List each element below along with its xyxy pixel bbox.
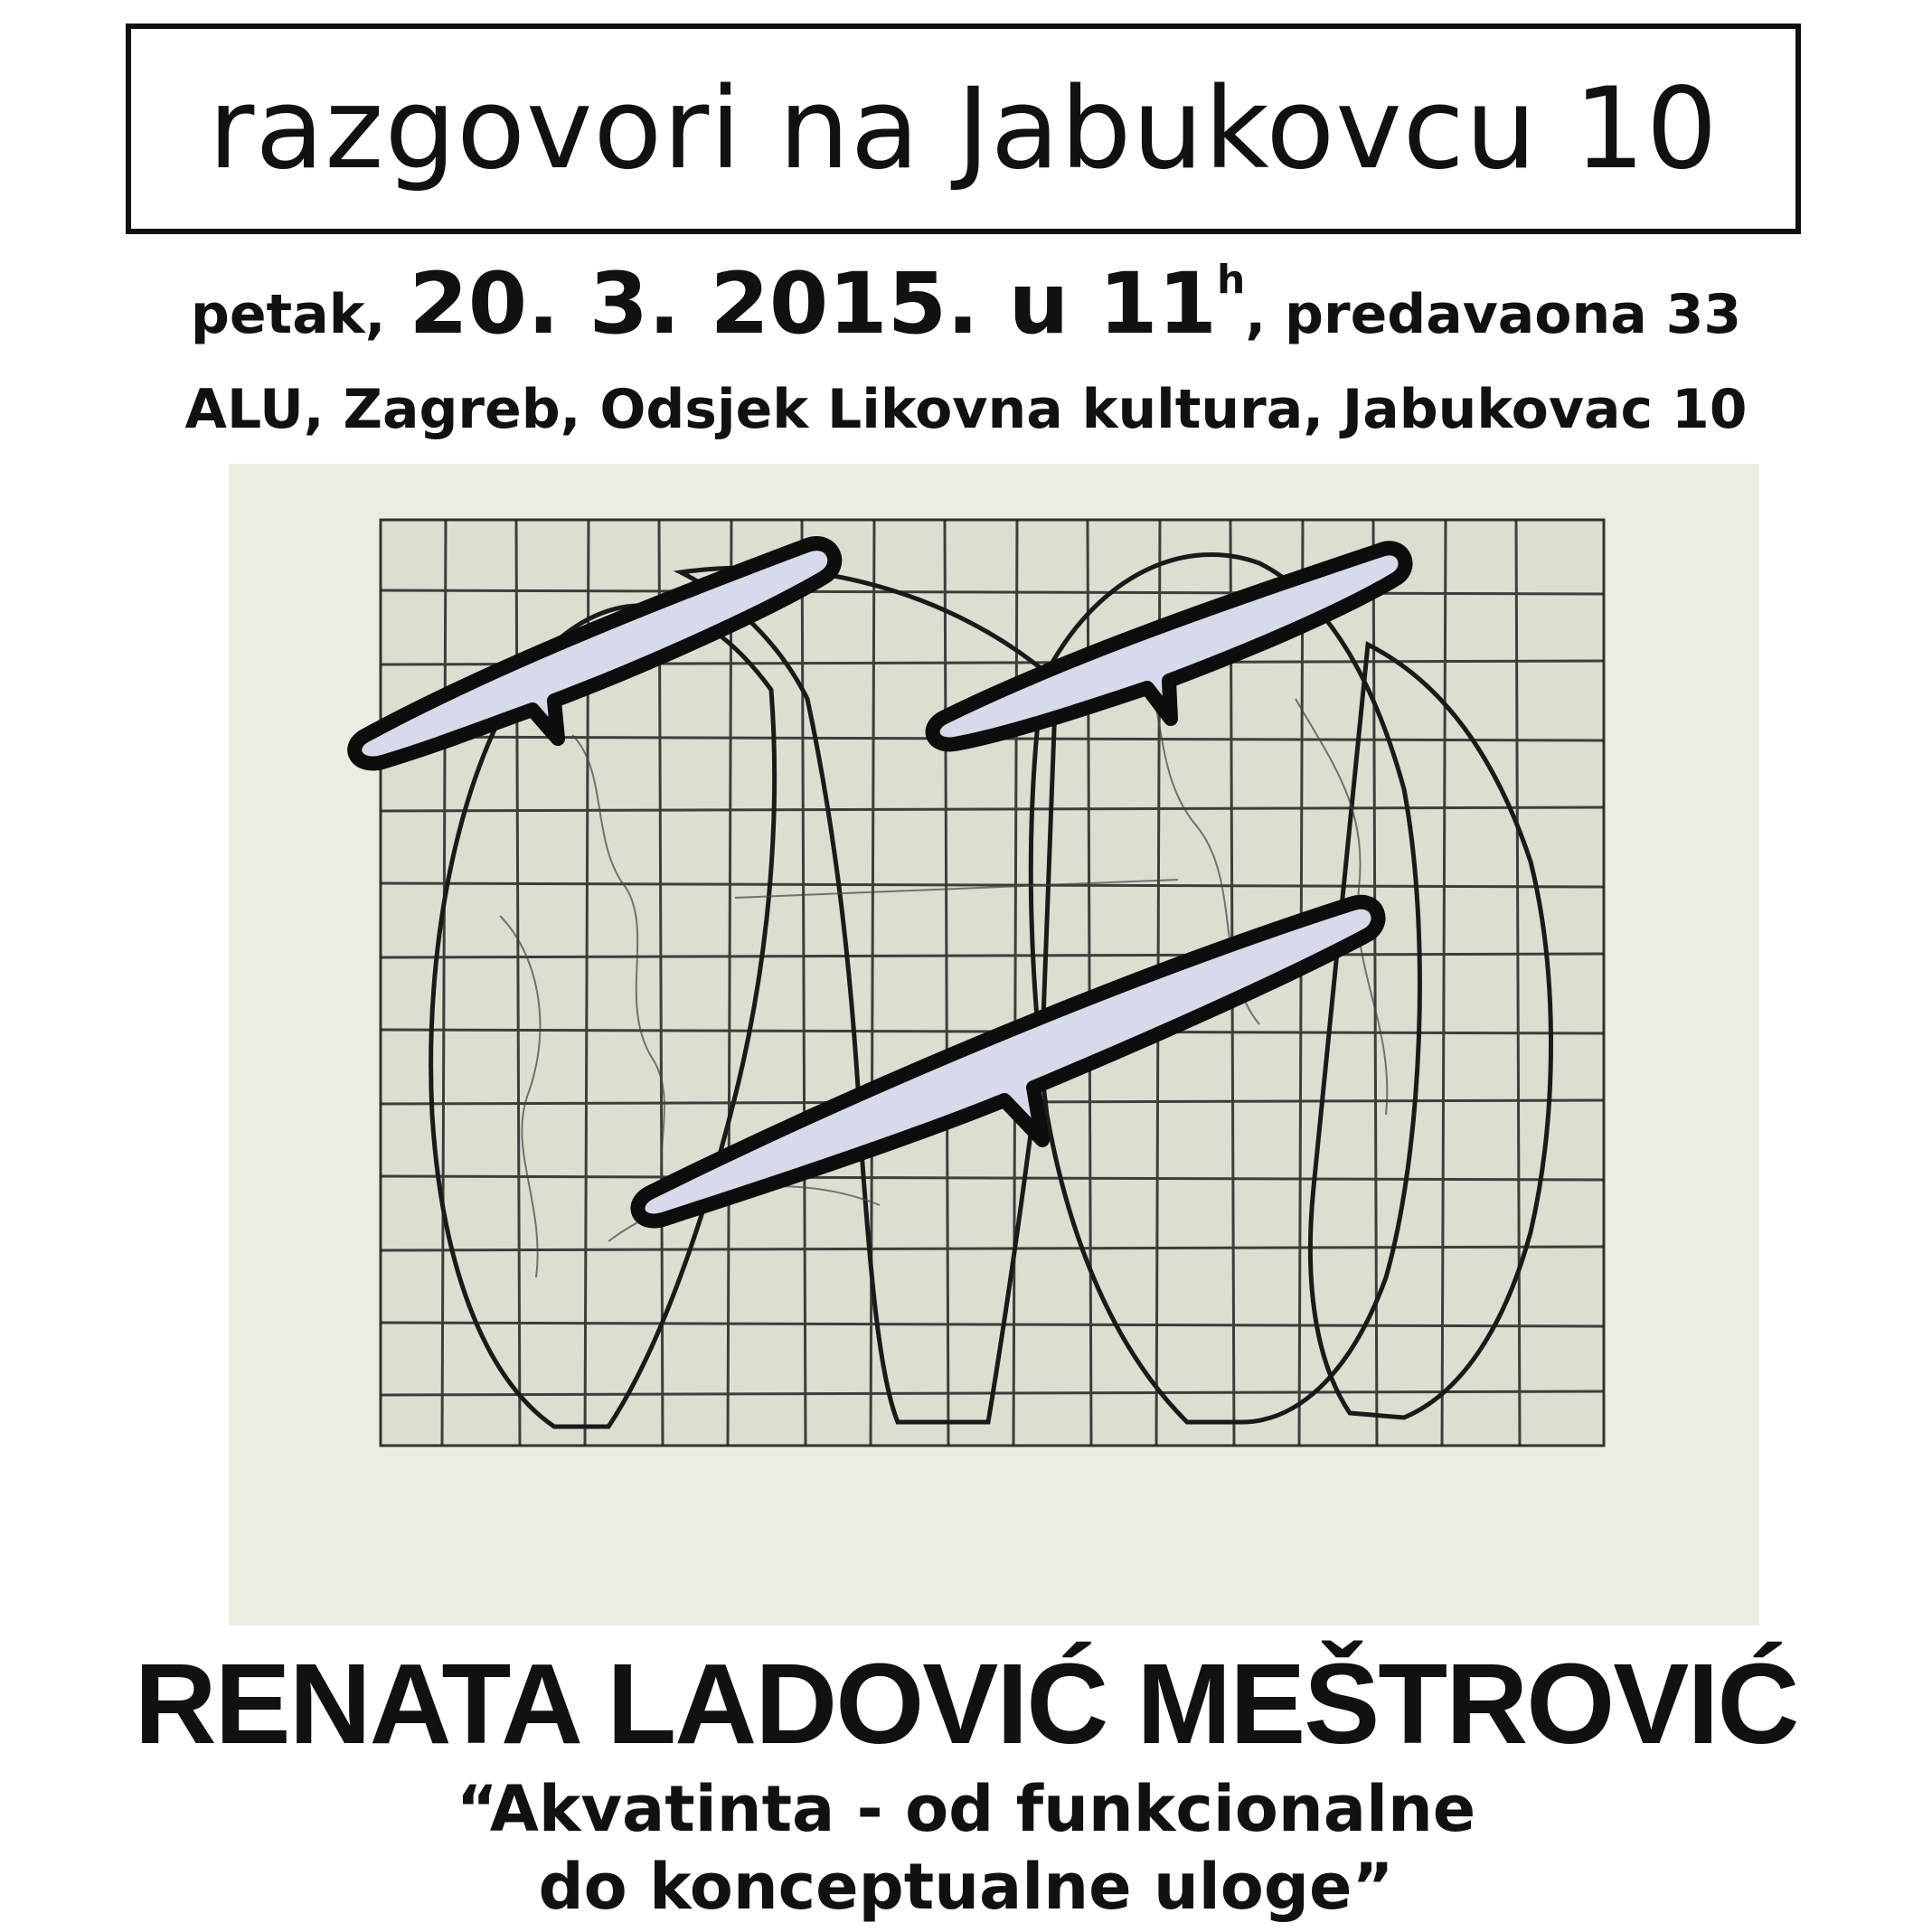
title-box (126, 24, 1801, 234)
lecture-title-line-2: do konceptualne uloge” (538, 1850, 1394, 1924)
lecture-title-line-1: “Akvatinta - od funkcionalne (456, 1772, 1476, 1846)
poster-title: razgovori na Jabukovcu 10 (208, 63, 1719, 194)
event-day: petak, (190, 283, 386, 346)
lecture-title (0, 1770, 1932, 1926)
event-venue: ALU, Zagreb, Odsjek Likovna kultura, Jabukovac 10 (184, 378, 1748, 441)
speaker-name: RENATA LADOVIĆ MEŠTROVIĆ (134, 1640, 1798, 1767)
event-date-line (0, 255, 1932, 353)
event-hour-suffix: h (1217, 257, 1246, 303)
event-date: 20. 3. 2015. u 11 (409, 255, 1218, 353)
event-room: , predavaona 33 (1245, 283, 1742, 346)
artwork-aquatint-world-map (229, 464, 1759, 1626)
